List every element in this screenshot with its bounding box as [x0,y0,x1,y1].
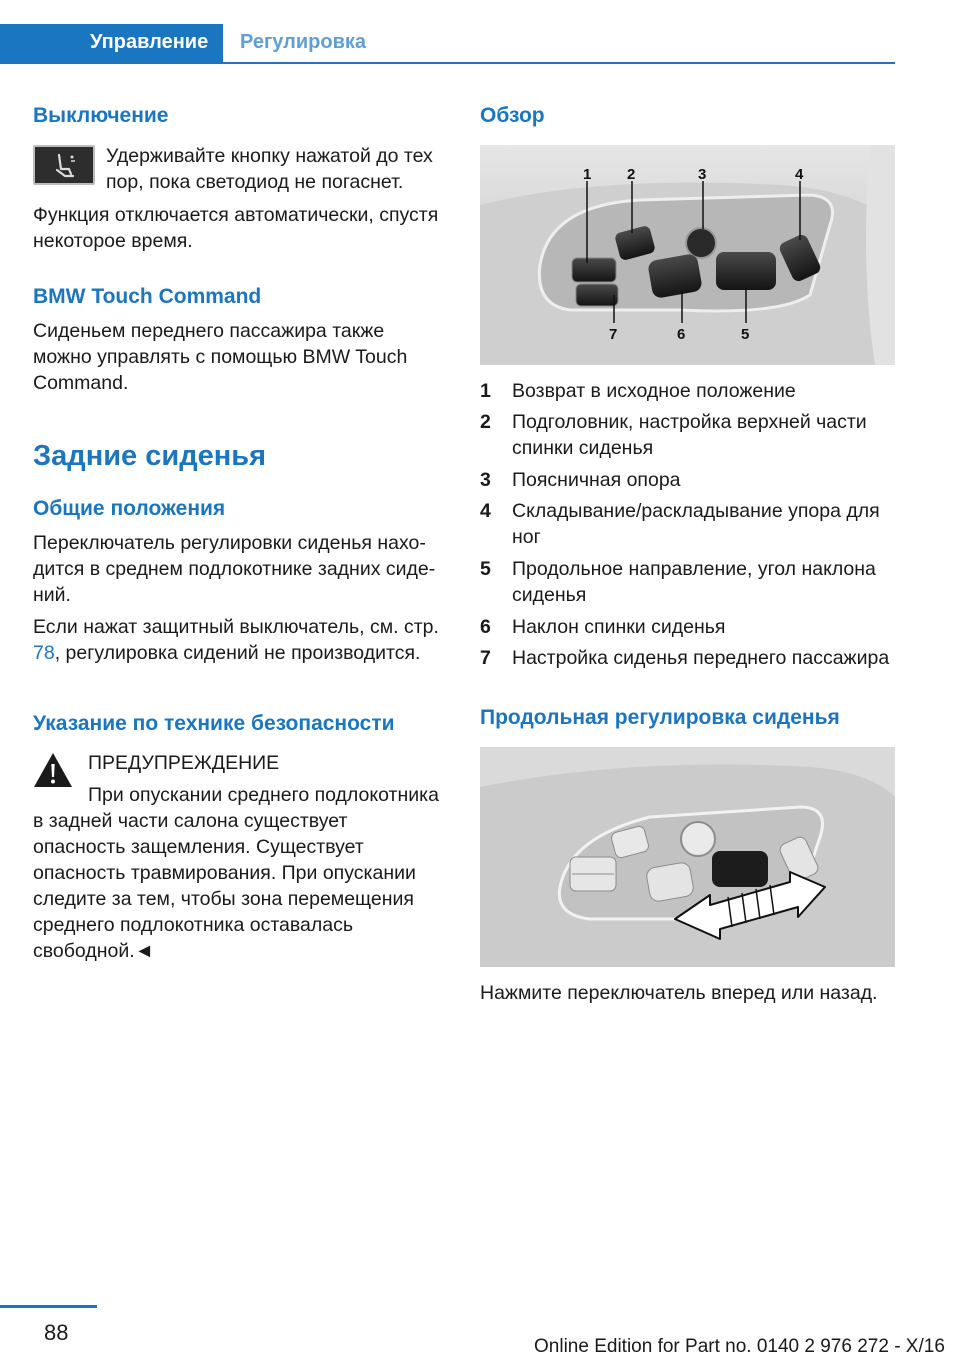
rear-seats-heading: Задние сиденья [33,440,266,472]
warning-title: ПРЕДУПРЕЖДЕНИЕ [88,752,280,774]
figure-label-6: 6 [677,326,686,343]
general-text: Переключатель регулировки сиденья находится в среднем подлокотнике задних сидений. [33,532,436,606]
general-heading: Общие положения [33,497,226,520]
seat-controls-figure [480,145,895,365]
figure-label-3: 3 [698,166,707,183]
seat-button-icon [33,145,95,185]
tab-adjustment[interactable]: Регулировка [240,31,367,53]
tech-safety-heading: Указание по технике безопасности [33,712,395,735]
section-tabs [0,24,895,64]
footer-rule [0,1305,97,1308]
page-link-78[interactable]: 78 [33,642,55,664]
off-text: Удерживайте кнопку нажатой до тех пор, пока светодиод не погаснет. [106,145,433,193]
off-heading: Выключение [33,104,169,127]
longitudinal-adjust-figure [480,747,895,967]
edition-text: Online Edition for Part no. 0140 2 976 272 - X/16 [534,1336,945,1357]
safety-text-pre: Если нажат защитный выключатель, см. стр. [33,616,439,638]
overview-heading: Обзор [480,104,545,127]
touch-command-heading: BMW Touch Command [33,285,262,308]
safety-text-post: , регулировка сидений не производится. [54,642,421,664]
auto-off-text: Функция отключается автоматически, спустя некоторое время. [33,204,439,252]
safety-switch-text [33,614,443,666]
figure-label-7: 7 [609,326,618,343]
figure-label-1: 1 [583,166,592,183]
tab-controls[interactable]: Управление [0,24,223,62]
figure-label-4: 4 [795,166,804,183]
page-number: 88 [44,1320,69,1345]
figure-label-2: 2 [627,166,636,183]
figure-label-5: 5 [741,326,750,343]
longitudinal-heading: Продольная регулировка сиденья [480,706,840,729]
longitudinal-text: Нажмите переключатель вперед или назад. [480,982,878,1004]
touch-command-text: Сиденьем переднего пассажира также можно управлять с помощью BMW Touch Command. [33,320,408,394]
warning-text: При опускании среднего подлокотника в задней части салона существует опасность защемления. Существует опасность травмирования. При опускании следите за тем, чтобы зона перемещения среднего подлокотника оставалась свободной.◄ [33,784,439,962]
